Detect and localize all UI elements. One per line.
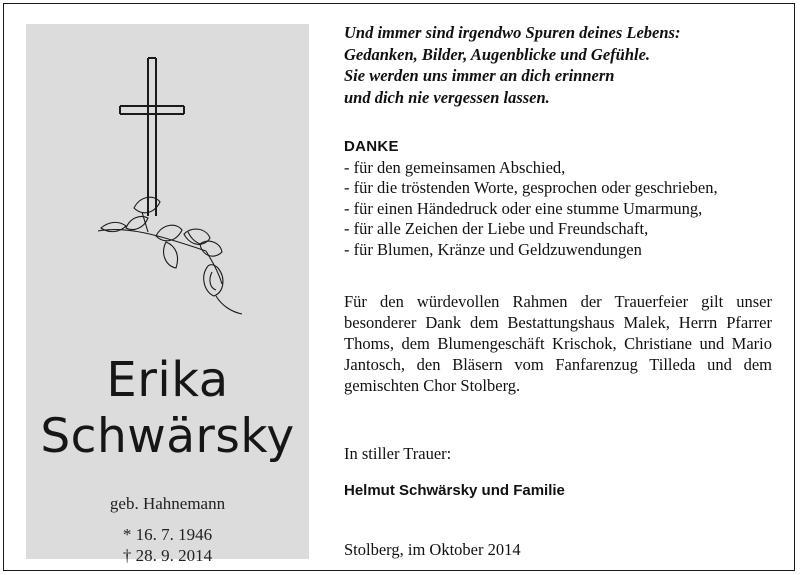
place-date: Stolberg, im Oktober 2014 xyxy=(344,540,521,559)
birth-date: * 16. 7. 1946 xyxy=(122,525,213,544)
cross-with-rose-icon xyxy=(96,56,246,326)
acknowledgement-paragraph: Für den würdevollen Rahmen der Trauerfeier gilt unser besonderer Dank dem Bestattungshaus Malek, Herrn Pfarrer Thoms, dem Blumengeschäft Krischok, Christiane und Mario Jantosch, den Bläsern vom Fanfarenzug Tilleda und dem gemischten Chor Stolberg. xyxy=(344,292,772,395)
last-name: Schwärsky xyxy=(40,409,295,464)
obituary-frame xyxy=(3,3,795,571)
thanks-item: - für alle Zeichen der Liebe und Freundschaft, xyxy=(344,219,649,238)
thanks-title: DANKE xyxy=(344,138,399,155)
first-name: Erika xyxy=(106,352,229,408)
life-dates xyxy=(26,524,309,566)
mourning-label: In stiller Trauer: xyxy=(344,444,452,463)
cross-icon xyxy=(120,58,184,216)
poem-line: Sie werden uns immer an dich erinnern xyxy=(344,66,615,85)
thanks-section xyxy=(344,137,772,260)
poem-line: Und immer sind irgendwo Spuren deines Lebens: xyxy=(344,23,681,42)
poem xyxy=(344,22,772,108)
thanks-item: - für Blumen, Kränze und Geldzuwendungen xyxy=(344,239,642,259)
poem-line: und dich nie vergessen lassen. xyxy=(344,87,550,107)
thanks-item: - für die tröstenden Worte, gesprochen oder geschrieben, xyxy=(344,178,718,197)
thanks-item: - für einen Händedruck oder eine stumme Umarmung, xyxy=(344,198,703,218)
poem-line: Gedanken, Bilder, Augenblicke und Gefühle. xyxy=(344,44,651,64)
signature: Helmut Schwärsky und Familie xyxy=(344,482,565,499)
death-date: † 28. 9. 2014 xyxy=(122,546,213,565)
thanks-item: - für den gemeinsamen Abschied, xyxy=(344,157,566,177)
rose-icon xyxy=(98,197,242,314)
memorial-panel xyxy=(26,24,309,565)
birth-name: geb. Hahnemann xyxy=(109,494,226,513)
